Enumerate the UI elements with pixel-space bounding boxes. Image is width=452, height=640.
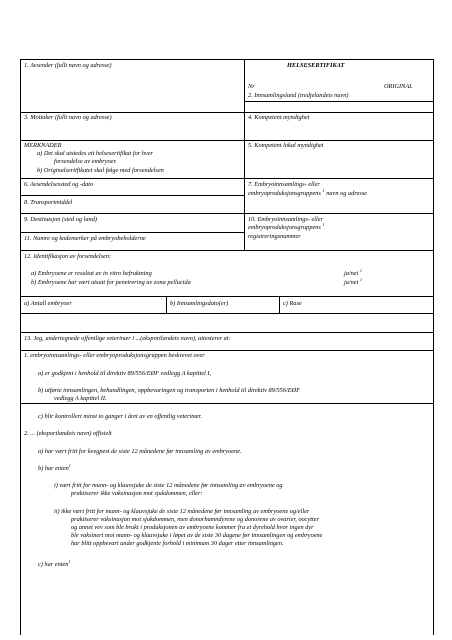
section-2-ii-line1: ii) ikke vært fritt for munn- og klauvsjuke de siste 12 månedene før innsamling av embryoene og/eller xyxy=(54,508,310,515)
section-1-a: a) er godkjent i henhold til direktiv 89/556/EØF vedlegg A kapittel I, xyxy=(38,370,212,377)
field-7-line2: embryoproduksjonsgruppens $^1$ navn og adresse xyxy=(248,187,367,197)
nr-label: Nr xyxy=(248,83,255,90)
field-4-competent-authority: 4. Kompetent myndighet xyxy=(248,114,310,121)
section-2-ii-line2: praktiserer vaksinasjon mot sjukdommen, men donorbumndyrene og donorene av ovarier, oocytter xyxy=(71,516,319,523)
identification-a-answer: ja/nei $^1$ xyxy=(344,267,363,277)
outer-border-bottom xyxy=(20,403,434,404)
row-divider-1 xyxy=(245,101,434,102)
section-2-b: b) har enten$^1$ xyxy=(38,462,71,472)
left-margin-line xyxy=(20,403,21,635)
section-2-heading: 2. ... (eksportlandets navn) offisielt xyxy=(24,430,112,437)
field-11-container-marks: 11. Numre og kodemerker på embryobeholderne xyxy=(24,235,146,242)
section-2-i-line2: praktiserer ikke vaksinasjon mot sjukdommen, eller: xyxy=(71,490,203,497)
row-divider-6 xyxy=(20,213,434,214)
row-divider-11 xyxy=(20,332,434,333)
field-13-attestation: 13. Jeg, undertegnede offentlige veterinær i ...(eksportlandets navn), attesterer at: xyxy=(24,335,231,342)
field-12-identification: 12. Identifikasjon av forsendelsen: xyxy=(24,253,112,260)
section-2-c: c) har enten$^1$ xyxy=(38,558,71,568)
identification-b: b) Embryoene har vært utsatt for penetrering av zona pellucida xyxy=(31,279,191,286)
section-2-ii-line3: og annet vev som ble brukt i produksjonen av embryoene kommer fra et dyrehold hvor ingen dyr xyxy=(71,524,314,531)
right-margin-line xyxy=(433,403,434,635)
row-divider-4 xyxy=(20,178,434,179)
row-divider-2 xyxy=(20,112,434,113)
row-divider-10 xyxy=(20,313,434,314)
row-divider-8 xyxy=(20,250,434,251)
section-1-b-line2: vedlegg A kapittel II. xyxy=(54,395,107,402)
field-10-line1: 10. Embryoinnsamlings- eller xyxy=(248,216,324,223)
notes-heading: MERKNADER xyxy=(24,142,62,149)
field-9-destination: 9. Destinasjon (sted og land) xyxy=(24,216,97,223)
field-6-dispatch-place-date: 6. Avsendelsessted og -dato xyxy=(24,181,94,188)
row-divider-3 xyxy=(20,140,434,141)
column-embryo-count: a) Antall embryoer xyxy=(24,300,72,307)
section-1-c: c) blir kontrollert minst to ganger i året av en offentlig veterinær. xyxy=(38,413,202,420)
field-8-transport: 8. Transportmiddel xyxy=(24,199,73,206)
field-2-collection-country: 2. Innsamlingsland (tredjelandets navn) xyxy=(248,92,349,99)
section-2-ii-line4: ble vaksinert mot munn- og klauvsjuke i løpet av de siste 30 dagene før innsamlingen og embryoene xyxy=(71,532,323,539)
original-label: ORIGINAL xyxy=(384,83,413,90)
identification-b-answer: ja/nei $^1$ xyxy=(344,276,363,286)
column-divider xyxy=(244,59,245,250)
certificate-title: HELSESERTIFIKAT xyxy=(287,62,345,69)
column-breed: c) Rase xyxy=(283,300,302,307)
col-divider-c xyxy=(279,296,280,313)
section-2-i-line1: i) vært fritt for munn- og klauvsjuke de siste 12 månedene før innsamling av embryoene og xyxy=(54,482,283,489)
notes-a-line1: a) Det skal utstedes ett helsesertifikat for hver xyxy=(37,150,153,157)
column-collection-dates: b) Innsamlingsdato(er) xyxy=(170,300,229,307)
col-divider-b xyxy=(166,296,167,313)
row-divider-7 xyxy=(20,232,245,233)
field-10-line3: registreringsnummer xyxy=(248,233,301,240)
row-divider-9 xyxy=(20,296,434,297)
section-1-b-line1: b) utførte innsamlingen, behandlingen, oppbevaringen og transporten i henhold til direktiv 89/556/EØF xyxy=(38,387,300,394)
notes-b: b) Originalsertifikatet skal følge med forsendelsen xyxy=(37,167,164,174)
section-2-a: a) har vært fritt for kvegpest de siste 12 månedene før innsamling av embryoene. xyxy=(38,448,242,455)
field-1-sender: 1. Avsender (fullt navn og adresse) xyxy=(24,62,112,69)
field-7-line1: 7. Embryoinnsamlings- eller xyxy=(248,181,320,188)
field-3-consignee: 3. Mottaker (fullt navn og adresse) xyxy=(24,114,112,121)
field-5-local-authority: 5. Kompetent lokal myndighet xyxy=(248,142,324,149)
section-1-heading: 1. embryoinnsamlings- eller embryoproduksjonsgruppen beskrevet over xyxy=(24,352,205,359)
row-divider-5 xyxy=(20,195,245,196)
outer-border-right xyxy=(433,59,434,404)
section-2-ii-line5: har blitt oppbevart under godkjente forhold i minimum 30 dager etter innsamlingen. xyxy=(71,540,284,547)
outer-border-top xyxy=(20,59,434,60)
identification-a: a) Embryoene er resultat av in vitro befruktning xyxy=(31,270,152,277)
field-10-line2: embryoproduksjonsgruppens $^1$ xyxy=(248,221,325,231)
row-divider-12 xyxy=(20,350,434,351)
notes-a-line2: forsendelse av embryoer. xyxy=(54,158,117,165)
